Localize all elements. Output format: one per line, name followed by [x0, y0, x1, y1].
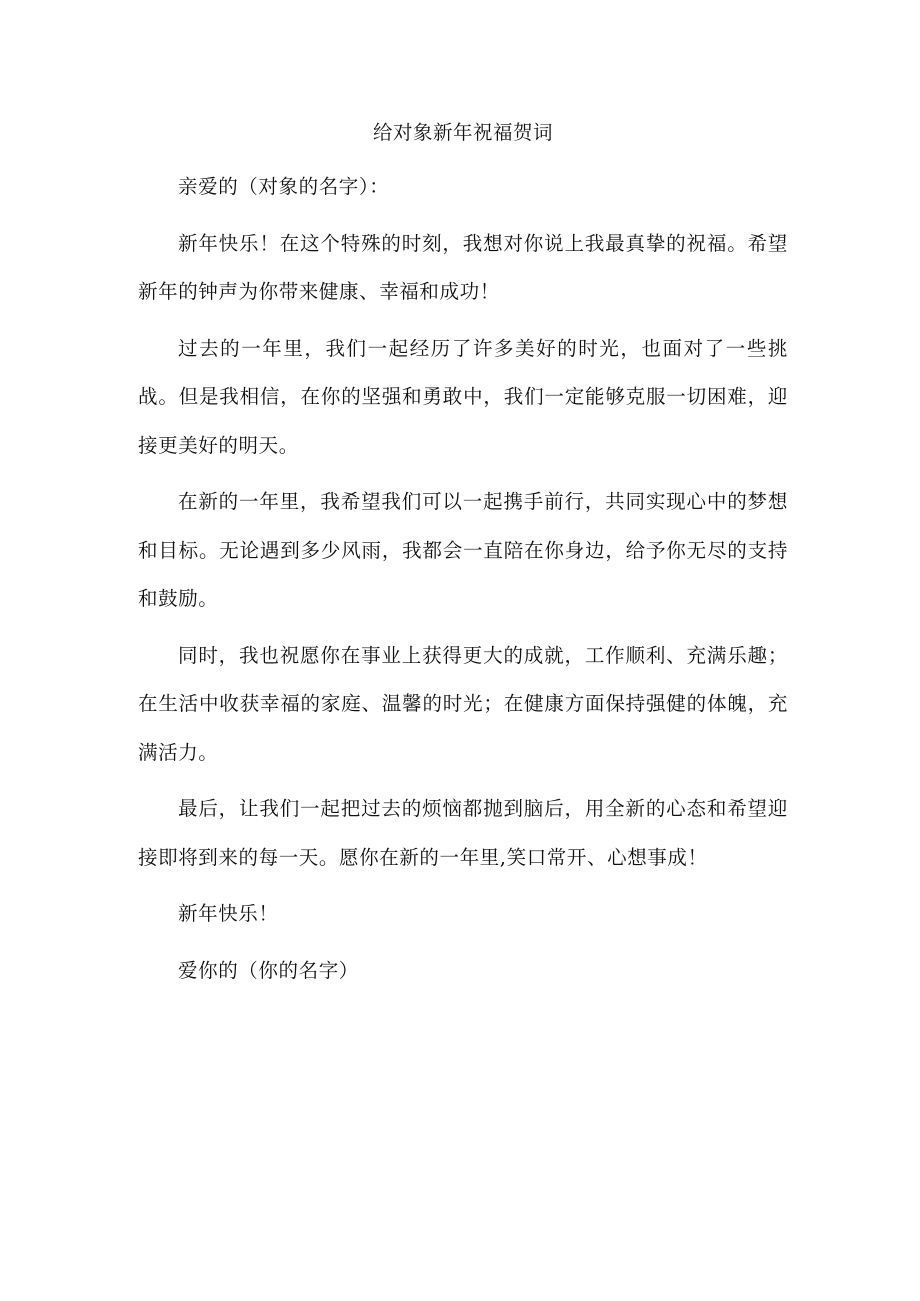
- salutation: 亲爱的（对象的名字）：: [178, 175, 390, 198]
- paragraph-closing: 最后，让我们一起把过去的烦恼都抛到脑后，用全新的心态和希望迎接即将到来的每一天。愿你在新的一年里,笑口常开、心想事成！: [138, 797, 788, 869]
- document-title: 给对象新年祝福贺词: [372, 121, 553, 144]
- signature: 爱你的（你的名字）: [178, 958, 359, 982]
- paragraph-wishes: 同时，我也祝愿你在事业上获得更大的成就，工作顺利、充满乐趣；在生活中收获幸福的家庭、温馨的时光；在健康方面保持强健的体魄，充满活力。: [138, 643, 788, 764]
- paragraph-greeting: 新年快乐！在这个特殊的时刻，我想对你说上我最真挚的祝福。希望新年的钟声为你带来健康、幸福和成功！: [138, 231, 788, 303]
- document-body: [138, 113, 788, 995]
- new-year-wish: 新年快乐！: [178, 902, 279, 925]
- paragraph-new-year: 在新的一年里，我希望我们可以一起携手前行，共同实现心中的梦想和目标。无论遇到多少风雨，我都会一直陪在你身边，给予你无尽的支持和鼓励。: [138, 490, 788, 610]
- paragraph-past-year: 过去的一年里，我们一起经历了许多美好的时光，也面对了一些挑战。但是我相信，在你的坚强和勇敢中，我们一定能够克服一切困难，迎接更美好的明天。: [138, 336, 788, 457]
